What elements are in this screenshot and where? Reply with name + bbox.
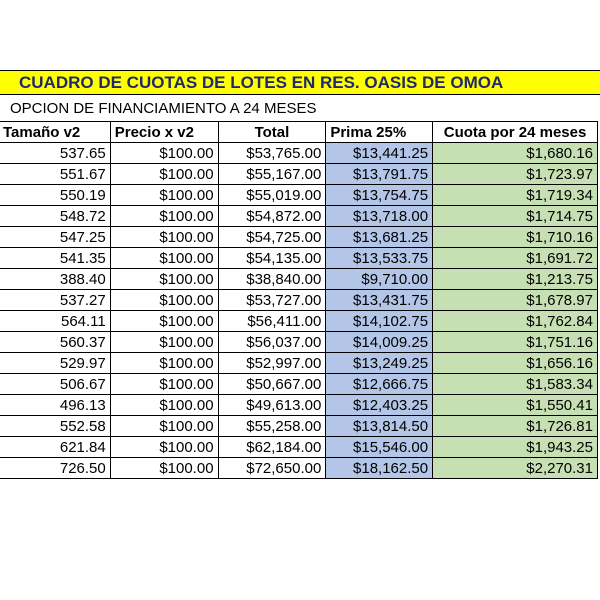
cell-total: $54,725.00 (218, 227, 326, 248)
cell-total: $55,019.00 (218, 185, 326, 206)
cell-size: 560.37 (0, 332, 110, 353)
cell-installment: $1,710.16 (433, 227, 598, 248)
table-row (0, 374, 598, 395)
cell-price: $100.00 (110, 437, 218, 458)
cell-size: 529.97 (0, 353, 110, 374)
cell-total: $62,184.00 (218, 437, 326, 458)
cell-installment: $1,678.97 (433, 290, 598, 311)
table-row (0, 248, 598, 269)
table-row (0, 206, 598, 227)
cell-price: $100.00 (110, 227, 218, 248)
cell-total: $55,258.00 (218, 416, 326, 437)
table-row (0, 143, 598, 164)
table-row (0, 290, 598, 311)
table-row (0, 458, 598, 479)
cell-installment: $1,723.97 (433, 164, 598, 185)
cell-total: $53,727.00 (218, 290, 326, 311)
table-row (0, 395, 598, 416)
cell-installment: $1,943.25 (433, 437, 598, 458)
cell-installment: $1,751.16 (433, 332, 598, 353)
cell-price: $100.00 (110, 458, 218, 479)
table-row (0, 332, 598, 353)
header-down-payment: Prima 25% (326, 122, 433, 143)
cell-size: 550.19 (0, 185, 110, 206)
table-row (0, 311, 598, 332)
table-row (0, 164, 598, 185)
cell-down-payment: $13,533.75 (326, 248, 433, 269)
header-installment: Cuota por 24 meses (433, 122, 598, 143)
cell-installment: $1,719.34 (433, 185, 598, 206)
cell-down-payment: $13,754.75 (326, 185, 433, 206)
cell-size: 537.27 (0, 290, 110, 311)
cell-down-payment: $14,009.25 (326, 332, 433, 353)
cell-price: $100.00 (110, 185, 218, 206)
cell-total: $52,997.00 (218, 353, 326, 374)
cell-size: 621.84 (0, 437, 110, 458)
cell-price: $100.00 (110, 269, 218, 290)
table-row (0, 269, 598, 290)
cell-down-payment: $13,249.25 (326, 353, 433, 374)
cell-price: $100.00 (110, 290, 218, 311)
cell-price: $100.00 (110, 395, 218, 416)
cell-size: 548.72 (0, 206, 110, 227)
cell-size: 726.50 (0, 458, 110, 479)
cell-size: 506.67 (0, 374, 110, 395)
cell-installment: $1,213.75 (433, 269, 598, 290)
cell-down-payment: $15,546.00 (326, 437, 433, 458)
cell-installment: $1,691.72 (433, 248, 598, 269)
cell-total: $53,765.00 (218, 143, 326, 164)
cell-size: 552.58 (0, 416, 110, 437)
cell-installment: $1,550.41 (433, 395, 598, 416)
cell-price: $100.00 (110, 311, 218, 332)
cell-price: $100.00 (110, 164, 218, 185)
cell-total: $72,650.00 (218, 458, 326, 479)
table-row (0, 227, 598, 248)
subtitle-row (0, 96, 600, 121)
installments-table (0, 121, 598, 479)
cell-total: $56,037.00 (218, 332, 326, 353)
title-band (0, 70, 600, 95)
cell-down-payment: $13,681.25 (326, 227, 433, 248)
cell-price: $100.00 (110, 332, 218, 353)
cell-down-payment: $13,431.75 (326, 290, 433, 311)
table-body (0, 143, 598, 479)
cell-down-payment: $13,791.75 (326, 164, 433, 185)
cell-down-payment: $9,710.00 (326, 269, 433, 290)
cell-total: $55,167.00 (218, 164, 326, 185)
cell-price: $100.00 (110, 143, 218, 164)
cell-down-payment: $12,666.75 (326, 374, 433, 395)
table-row (0, 437, 598, 458)
cell-size: 564.11 (0, 311, 110, 332)
cell-size: 388.40 (0, 269, 110, 290)
cell-installment: $1,726.81 (433, 416, 598, 437)
cell-down-payment: $12,403.25 (326, 395, 433, 416)
cell-total: $56,411.00 (218, 311, 326, 332)
cell-down-payment: $13,441.25 (326, 143, 433, 164)
cell-down-payment: $14,102.75 (326, 311, 433, 332)
cell-installment: $1,762.84 (433, 311, 598, 332)
table-row (0, 353, 598, 374)
cell-price: $100.00 (110, 416, 218, 437)
cell-installment: $2,270.31 (433, 458, 598, 479)
cell-size: 496.13 (0, 395, 110, 416)
cell-size: 551.67 (0, 164, 110, 185)
cell-price: $100.00 (110, 248, 218, 269)
cell-down-payment: $18,162.50 (326, 458, 433, 479)
cell-size: 541.35 (0, 248, 110, 269)
table-row (0, 185, 598, 206)
cell-installment: $1,680.16 (433, 143, 598, 164)
table-row (0, 416, 598, 437)
cell-down-payment: $13,814.50 (326, 416, 433, 437)
cell-total: $50,667.00 (218, 374, 326, 395)
cell-total: $38,840.00 (218, 269, 326, 290)
cell-price: $100.00 (110, 206, 218, 227)
header-size: Tamaño v2 (0, 122, 110, 143)
cell-total: $49,613.00 (218, 395, 326, 416)
cell-total: $54,135.00 (218, 248, 326, 269)
header-price: Precio x v2 (110, 122, 218, 143)
cell-installment: $1,583.34 (433, 374, 598, 395)
cell-installment: $1,656.16 (433, 353, 598, 374)
sheet-title: CUADRO DE CUOTAS DE LOTES EN RES. OASIS DE OMOA (19, 73, 504, 92)
header-row (0, 122, 598, 143)
cell-price: $100.00 (110, 353, 218, 374)
cell-size: 537.65 (0, 143, 110, 164)
header-total: Total (218, 122, 326, 143)
cell-down-payment: $13,718.00 (326, 206, 433, 227)
cell-size: 547.25 (0, 227, 110, 248)
cell-installment: $1,714.75 (433, 206, 598, 227)
cell-price: $100.00 (110, 374, 218, 395)
cell-total: $54,872.00 (218, 206, 326, 227)
financing-subtitle: OPCION DE FINANCIAMIENTO A 24 MESES (10, 100, 317, 117)
